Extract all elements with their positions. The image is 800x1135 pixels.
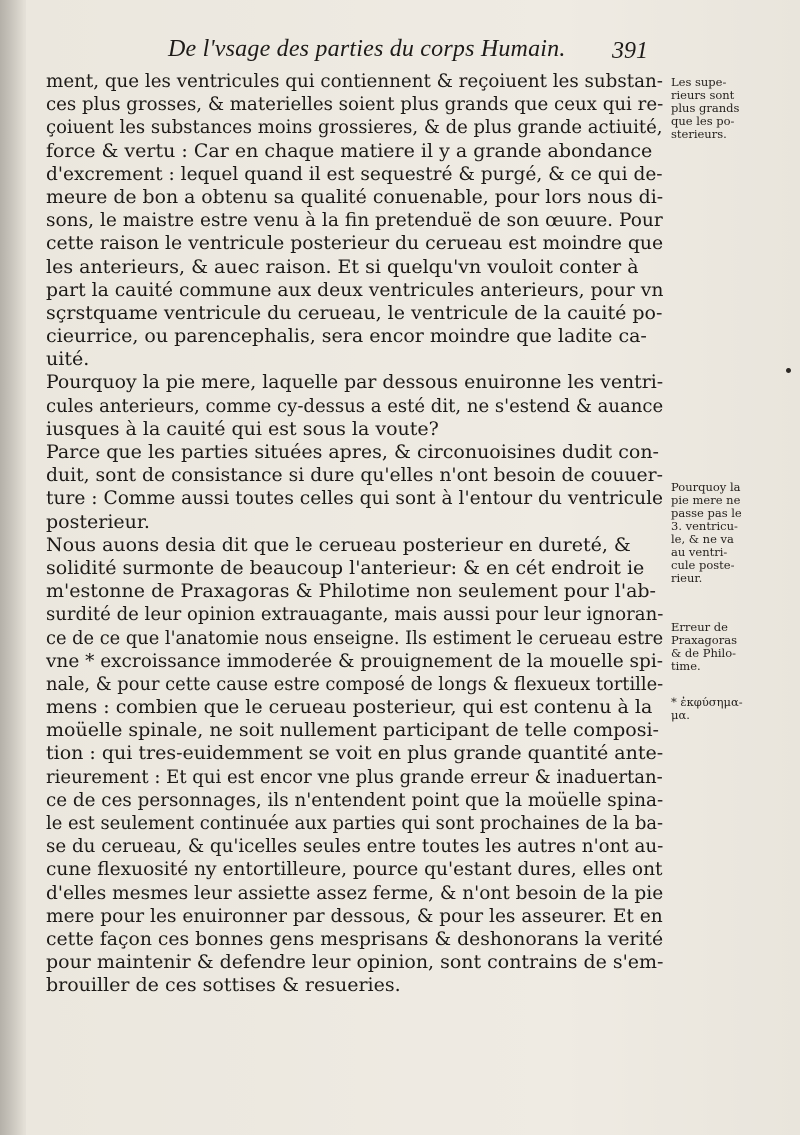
main-text <box>46 70 663 998</box>
text-line: se du cerueau, & qu'icelles seules entre toutes les autres n'ont au- <box>46 835 664 858</box>
text-line: force & vertu : Car en chaque matiere il y a grande abondance <box>46 139 653 162</box>
text-line: uité. <box>46 348 90 371</box>
text-line: duit, sont de consistance si dure qu'elles n'ont besoin de couuer- <box>46 464 663 487</box>
text-line: ment, que les ventricules qui contiennent & reçoiuent les substan- <box>46 70 663 92</box>
text-line: ce de ce que l'anatomie nous enseigne. Ils estiment le cerueau estre <box>46 626 664 649</box>
text-line: sçrstquame ventricule du cerueau, le ventricule de la cauité po- <box>46 301 663 324</box>
text-line: cette raison le ventricule posterieur du cerueau est moindre que <box>46 232 664 255</box>
text-line: ces plus grosses, & materielles soient plus grands que ceux qui re- <box>46 93 664 116</box>
margin-note-superior-ventricles: Les supe- rieurs sont plus grands que les po- sterieurs. <box>671 75 740 141</box>
margin-note-pia-mater: Pourquoy la pie mere ne passe pas le 3. ventricu- le, & ne va au ventri- cule poste- rieur. <box>671 480 742 585</box>
text-line: tion : qui tres-euidemment se voit en plus grande quantité ante- <box>46 742 664 765</box>
text-line: cette façon ces bonnes gens mesprisans & deshonorans la verité <box>46 927 664 950</box>
text-line: ture : Comme aussi toutes celles qui sont à l'entour du ventricule <box>46 487 664 510</box>
text-line: iusques à la cauité qui est sous la voute? <box>46 417 439 440</box>
text-line: meure de bon a obtenu sa qualité conuenable, pour lors nous di- <box>46 185 664 208</box>
text-line: part la cauité commune aux deux ventricules anterieurs, pour vn <box>46 278 664 301</box>
text-line: cieurrice, ou parencephalis, sera encor moindre que ladite ca- <box>46 325 647 348</box>
text-line: rieurement : Et qui est encor vne plus grande erreur & inaduertan- <box>46 765 663 788</box>
text-line: surdité de leur opinion extrauagante, mais aussi pour leur ignoran- <box>46 603 664 626</box>
text-line: Parce que les parties situées apres, & circonuoisines dudit con- <box>46 441 659 463</box>
text-line: Nous auons desia dit que le cerueau posterieur en dureté, & <box>46 533 631 556</box>
text-line: posterieur. <box>46 510 150 533</box>
text-line: le est seulement continuée aux parties qui sont prochaines de la ba- <box>46 812 664 834</box>
text-line: pour maintenir & defendre leur opinion, sont contrains de s'em- <box>46 951 664 974</box>
text-line: mens : combien que le cerueau posterieur, qui est contenu à la <box>46 696 653 719</box>
page-number: 391 <box>612 38 648 64</box>
text-line: d'excrement : lequel quand il est sequestré & purgé, & ce qui de- <box>46 162 663 185</box>
text-line: d'elles mesmes leur assiette assez ferme, & n'ont besoin de la pie <box>46 881 664 904</box>
text-line: sons, le maistre estre venu à la fin pretenduë de son œuure. Pour <box>46 209 663 232</box>
text-line: ce de ces personnages, ils n'entendent point que la moüelle spina- <box>46 788 664 811</box>
running-head: De l'vsage des parties du corps Humain. <box>168 36 566 62</box>
ink-dot <box>786 368 791 373</box>
text-line: nale, & pour cette cause estre composé de longs & flexueux tortille- <box>46 672 664 695</box>
text-line: moüelle spinale, ne soit nullement participant de telle composi- <box>46 719 659 742</box>
text-line: cune flexuosité ny entortilleure, pource qu'estant dures, elles ont <box>46 858 663 881</box>
margin-note-greek-term: * ἐκφύσημα- μα. <box>671 695 743 722</box>
text-line: mere pour les enuironner par dessous, & pour les asseurer. Et en <box>46 904 663 927</box>
text-line: çoiuent les substances moins grossieres, & de plus grande actiuité, <box>46 116 663 139</box>
text-line: m'estonne de Praxagoras & Philotime non seulement pour l'ab- <box>46 580 656 603</box>
text-line: vne * excroissance immoderée & prouignement de la mouelle spi- <box>46 649 663 672</box>
margin-note-praxagoras-error: Erreur de Praxagoras & de Philo- time. <box>671 620 737 673</box>
text-line: cules anterieurs, comme cy-dessus a esté dit, ne s'estend & auance <box>46 394 664 417</box>
text-line: les anterieurs, & auec raison. Et si quelqu'vn vouloit conter à <box>46 255 639 278</box>
text-line: Pourquoy la pie mere, laquelle par dessous enuironne les ventri- <box>46 371 664 394</box>
text-line: brouiller de ces sottises & resueries. <box>46 974 401 997</box>
text-line: solidité surmonte de beaucoup l'anterieur: & en cét endroit ie <box>46 556 645 579</box>
page-gutter-shadow <box>0 0 26 1135</box>
